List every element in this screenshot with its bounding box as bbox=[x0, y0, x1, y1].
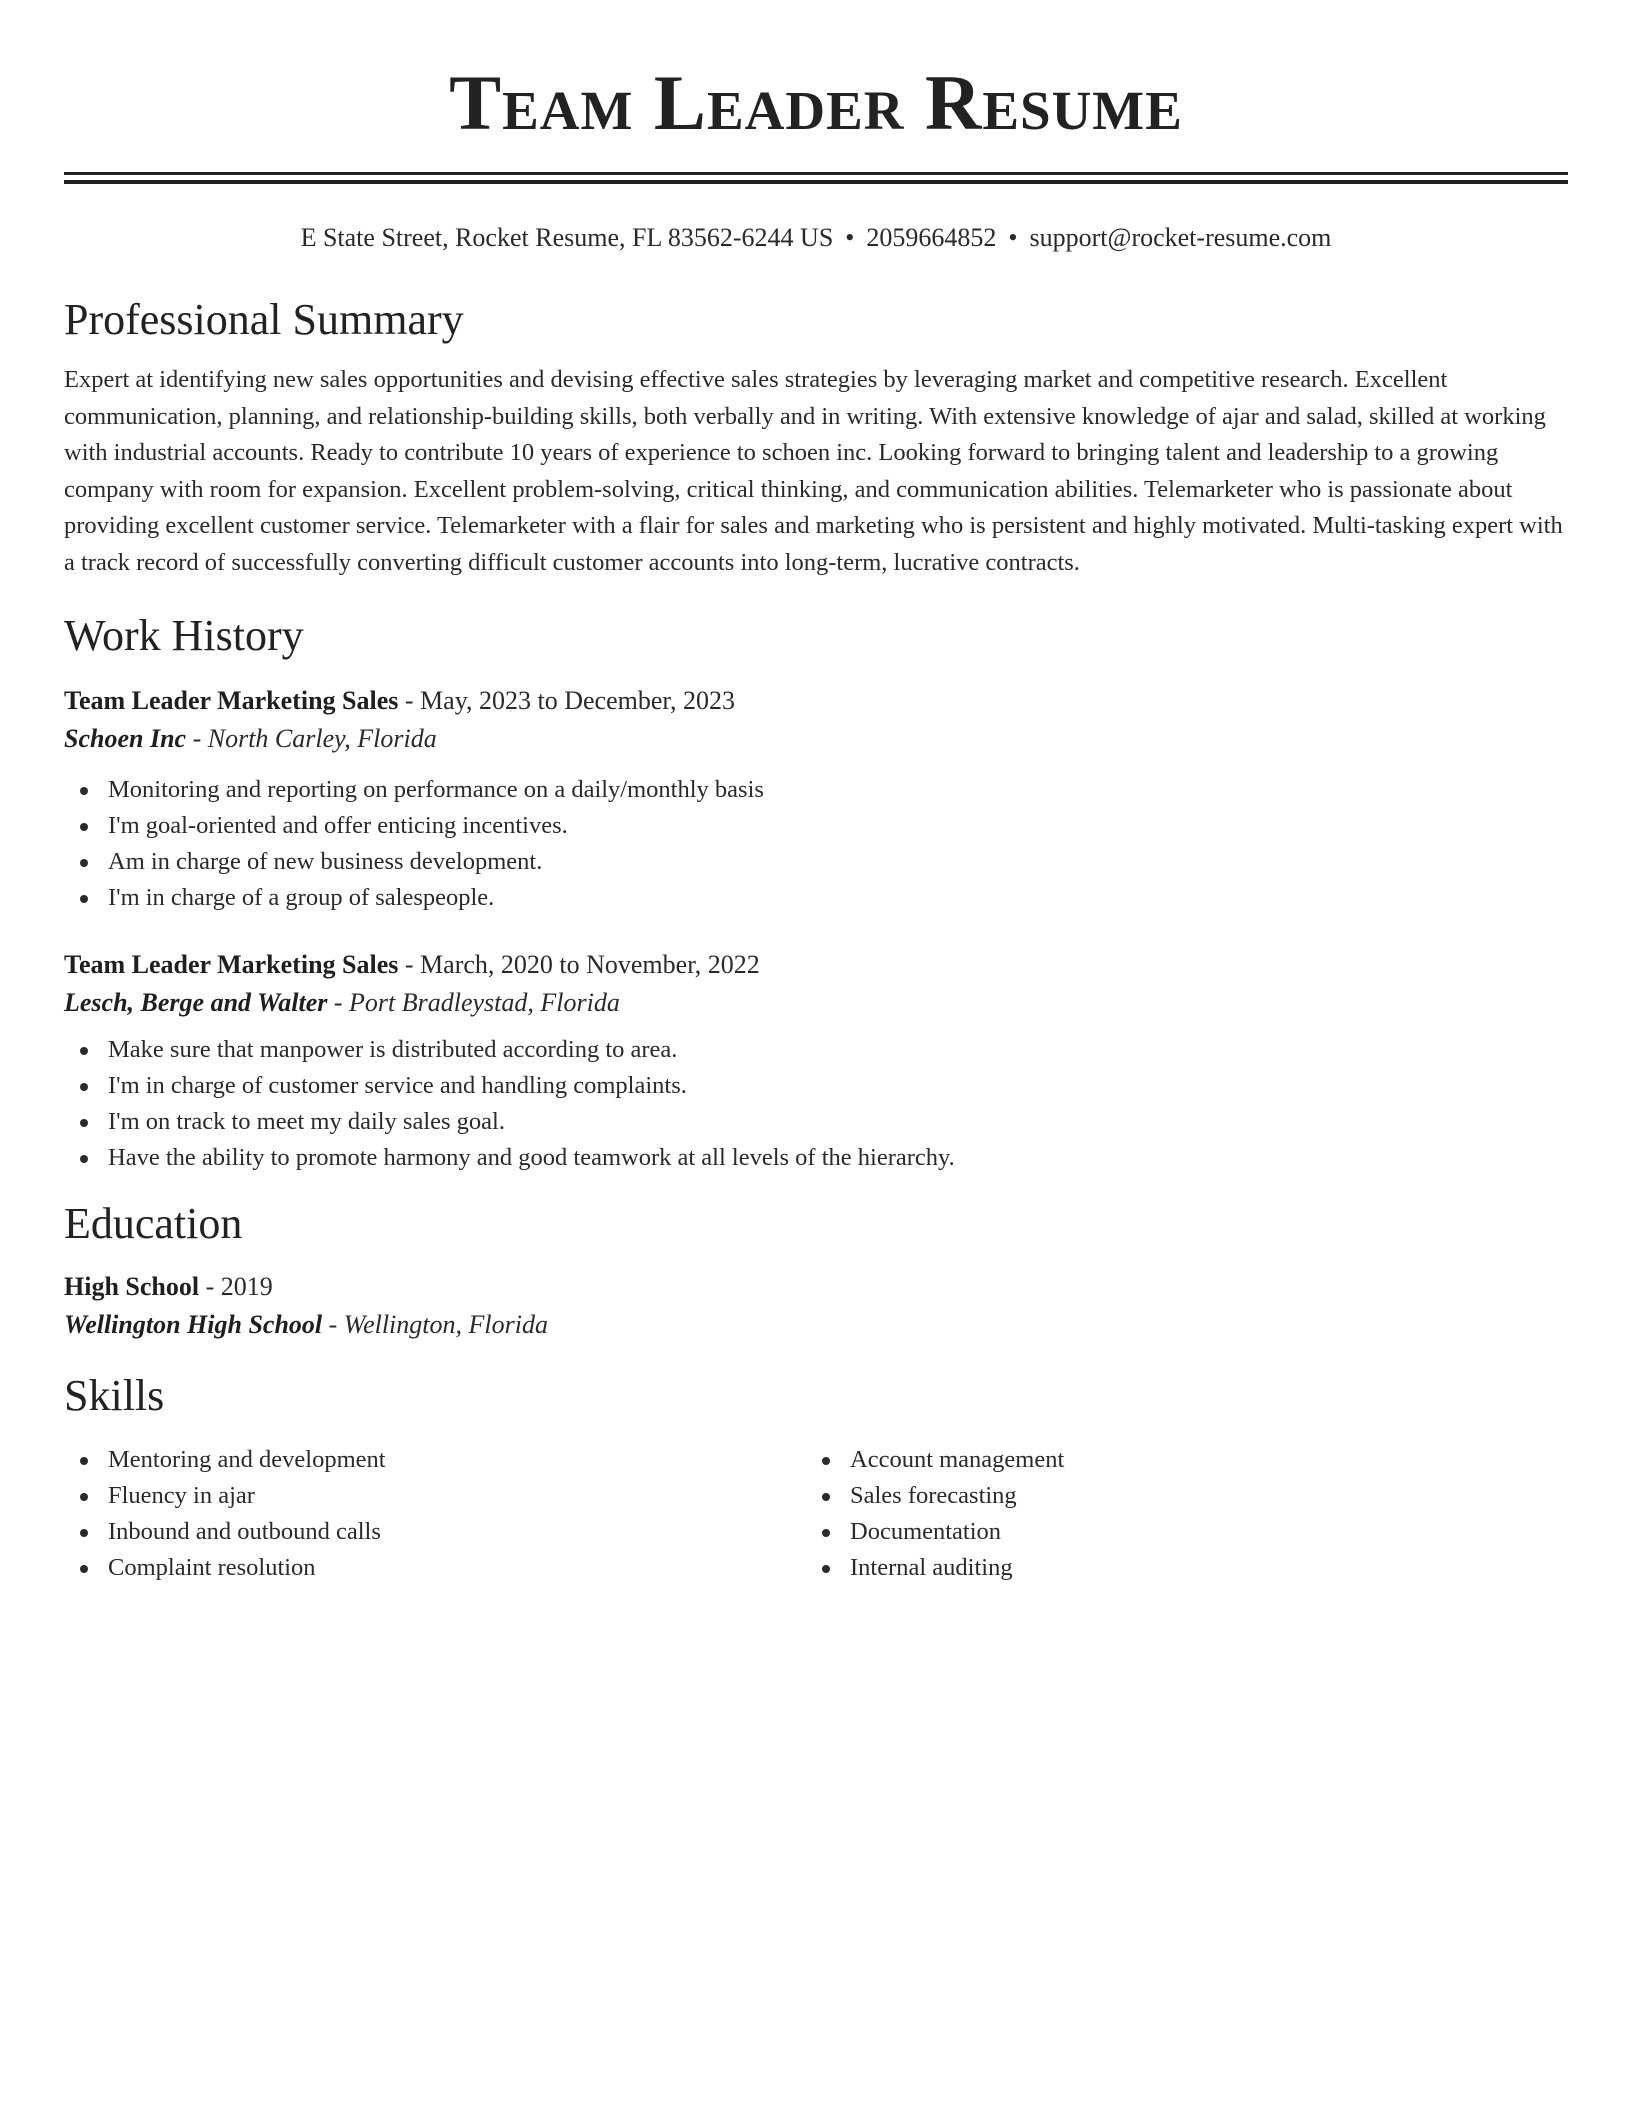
contact-email[interactable]: support@rocket-resume.com bbox=[1029, 223, 1332, 252]
title-divider-top bbox=[64, 172, 1568, 175]
education-entry bbox=[64, 1268, 1568, 1344]
skills-section bbox=[64, 1368, 1568, 1586]
job-title-line bbox=[64, 682, 1568, 720]
skill-item: Inbound and outbound calls bbox=[64, 1514, 806, 1550]
job-bullet: Monitoring and reporting on performance on a daily/monthly basis bbox=[64, 772, 1568, 808]
education-heading: Education bbox=[64, 1198, 243, 1248]
skill-item: Complaint resolution bbox=[64, 1550, 806, 1586]
resume-page bbox=[64, 0, 1568, 1586]
contact-address: E State Street, Rocket Resume, FL 83562-6244 US bbox=[300, 223, 834, 252]
skills-columns bbox=[64, 1442, 1568, 1586]
job-entry bbox=[64, 682, 1568, 916]
contact-phone: 2059664852 bbox=[866, 223, 997, 252]
skill-item: Fluency in ajar bbox=[64, 1478, 806, 1514]
work-history-heading: Work History bbox=[64, 610, 304, 660]
job-title: Team Leader Marketing Sales bbox=[64, 685, 399, 715]
summary-section bbox=[64, 292, 1568, 582]
education-degree: High School bbox=[64, 1271, 200, 1301]
skill-item: Internal auditing bbox=[806, 1550, 1548, 1586]
education-degree-line bbox=[64, 1268, 1568, 1306]
job-company-line bbox=[64, 720, 1568, 758]
job-bullets bbox=[64, 1032, 1568, 1176]
education-school: Wellington High School bbox=[64, 1309, 323, 1339]
job-dates: - March, 2020 to November, 2022 bbox=[404, 949, 760, 979]
job-title-line bbox=[64, 946, 1568, 984]
resume-title: Team Leader Resume bbox=[449, 59, 1183, 146]
education-year: - 2019 bbox=[205, 1271, 273, 1301]
skill-item: Account management bbox=[806, 1442, 1548, 1478]
skills-column-left bbox=[64, 1442, 806, 1586]
contact-line bbox=[64, 220, 1568, 256]
job-bullet: Make sure that manpower is distributed according to area. bbox=[64, 1032, 1568, 1068]
skill-item: Sales forecasting bbox=[806, 1478, 1548, 1514]
title-divider-bottom bbox=[64, 180, 1568, 184]
job-title: Team Leader Marketing Sales bbox=[64, 949, 399, 979]
education-location: - Wellington, Florida bbox=[328, 1309, 548, 1339]
education-section bbox=[64, 1196, 1568, 1344]
summary-heading: Professional Summary bbox=[64, 295, 464, 344]
job-location: - Port Bradleystad, Florida bbox=[333, 987, 620, 1017]
skills-heading: Skills bbox=[64, 1370, 165, 1420]
skills-column-right bbox=[806, 1442, 1548, 1586]
contact-separator: • bbox=[1008, 223, 1018, 252]
job-bullet: Am in charge of new business development. bbox=[64, 844, 1568, 880]
job-company: Schoen Inc bbox=[64, 723, 187, 753]
job-bullet: Have the ability to promote harmony and good teamwork at all levels of the hierarchy. bbox=[64, 1140, 1568, 1176]
education-school-line bbox=[64, 1306, 1568, 1344]
job-bullet: I'm in charge of a group of salespeople. bbox=[64, 880, 1568, 916]
job-bullet: I'm in charge of customer service and handling complaints. bbox=[64, 1068, 1568, 1104]
job-entry bbox=[64, 946, 1568, 1176]
job-location: - North Carley, Florida bbox=[192, 723, 437, 753]
job-company: Lesch, Berge and Walter bbox=[64, 987, 328, 1017]
job-dates: - May, 2023 to December, 2023 bbox=[404, 685, 736, 715]
job-bullets bbox=[64, 772, 1568, 916]
contact-separator: • bbox=[845, 223, 855, 252]
job-company-line bbox=[64, 984, 1568, 1022]
job-bullet: I'm goal-oriented and offer enticing incentives. bbox=[64, 808, 1568, 844]
summary-text: Expert at identifying new sales opportunities and devising effective sales strategies by leveraging market and competitive research. Excellent communication, planning, and relationship-building skills, both verbally and in writing. With extensive knowledge of ajar and salad, skilled at working with industrial accounts. Ready to contribute 10 years of experience to schoen inc. Looking forward to bringing talent and leadership to a growing company with room for expansion. Excellent problem-solving, critical thinking, and communication abilities. Telemarketer who is passionate about providing excellent customer service. Telemarketer with a flair for sales and marketing who is persistent and highly motivated. Multi-tasking expert with a track record of successfully converting difficult customer accounts into long-term, lucrative contracts. bbox=[64, 366, 1563, 576]
job-bullet: I'm on track to meet my daily sales goal. bbox=[64, 1104, 1568, 1140]
skill-item: Mentoring and development bbox=[64, 1442, 806, 1478]
work-history-section bbox=[64, 608, 1568, 1176]
skill-item: Documentation bbox=[806, 1514, 1548, 1550]
